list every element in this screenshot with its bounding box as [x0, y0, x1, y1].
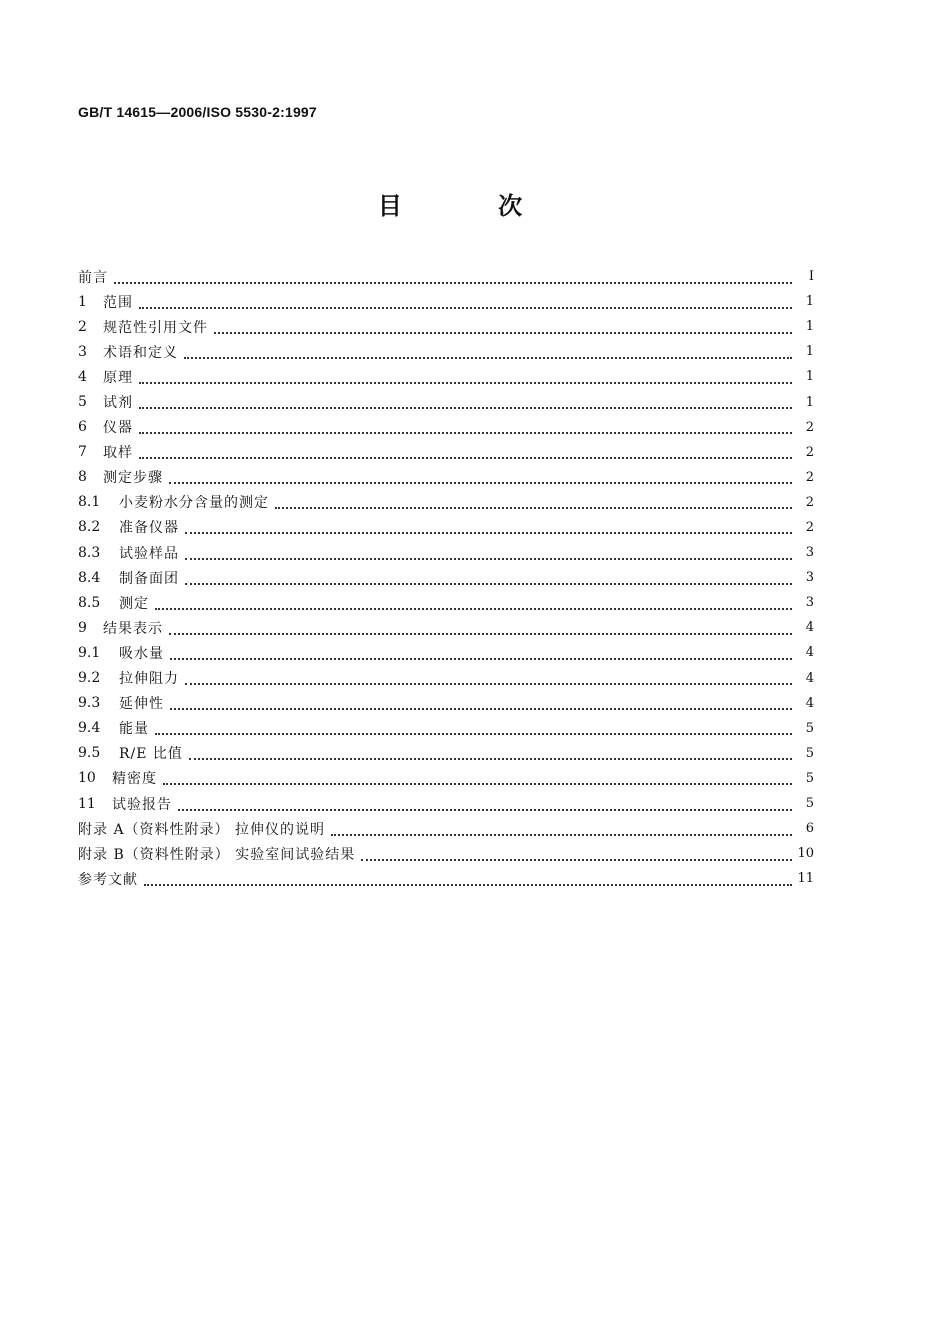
- toc-dot-leader: [185, 518, 792, 534]
- toc-entry-8-2[interactable]: [78, 515, 814, 540]
- toc-title: 目 次: [377, 191, 567, 220]
- toc-entry-1[interactable]: [78, 289, 814, 314]
- toc-entry-page: 3: [805, 595, 814, 611]
- toc-dot-leader: [139, 443, 792, 459]
- toc-dot-leader: [189, 744, 792, 760]
- toc-entry-page: 6: [805, 821, 814, 837]
- toc-entry-annex-a[interactable]: [78, 816, 814, 841]
- toc-entry-2[interactable]: [78, 314, 814, 339]
- toc-entry-number: 2: [78, 318, 87, 335]
- toc-entry-number: 9.1: [78, 644, 101, 661]
- toc-dot-leader: [155, 719, 792, 735]
- toc-entry-11[interactable]: [78, 791, 814, 816]
- toc-entry-number: 8.2: [78, 519, 101, 536]
- toc-entry-number: 9.2: [78, 670, 101, 687]
- toc-entry-5[interactable]: [78, 389, 814, 414]
- toc-entry-label: 规范性引用文件: [103, 319, 208, 336]
- toc-entry-page: 4: [805, 670, 814, 686]
- toc-entry-label: 拉伸阻力: [119, 671, 179, 688]
- toc-dot-leader: [331, 820, 792, 836]
- toc-dot-leader: [169, 468, 792, 484]
- toc-dot-leader: [178, 795, 792, 811]
- toc-dot-leader: [361, 845, 792, 861]
- toc-entry-label: 试验样品: [119, 545, 179, 562]
- toc-entry-8-1[interactable]: [78, 490, 814, 515]
- toc-entry-label: 附录 A（资料性附录） 拉伸仪的说明: [78, 821, 326, 838]
- toc-dot-leader: [163, 769, 792, 785]
- toc-dot-leader: [185, 544, 792, 560]
- toc-entry-number: 8.1: [78, 494, 101, 511]
- toc-entry-label: 原理: [103, 369, 133, 386]
- toc-entry-label: 制备面团: [119, 570, 179, 587]
- toc-entry-label: 能量: [119, 721, 149, 738]
- toc-entry-page: 3: [805, 545, 814, 561]
- toc-entry-number: 7: [78, 444, 87, 461]
- toc-dot-leader: [169, 619, 792, 635]
- toc-entry-page: 1: [805, 294, 814, 310]
- toc-entry-number: 1: [78, 293, 87, 310]
- toc-entry-page: 2: [805, 469, 814, 485]
- toc-entry-label: 准备仪器: [119, 520, 179, 537]
- toc-entry-9-1[interactable]: [78, 640, 814, 665]
- toc-dot-leader: [139, 418, 792, 434]
- toc-entry-4[interactable]: [78, 364, 814, 389]
- toc-entry-page: 5: [805, 745, 814, 761]
- toc-entry-page: 2: [805, 494, 814, 510]
- toc-entry-number: 8.4: [78, 569, 101, 586]
- toc-entry-bibliography[interactable]: [78, 866, 814, 891]
- toc-entry-8-5[interactable]: [78, 590, 814, 615]
- toc-entry-page: 5: [805, 770, 814, 786]
- toc-entry-10[interactable]: [78, 766, 814, 791]
- toc-entry-label: 参考文献: [78, 871, 138, 888]
- toc-dot-leader: [139, 393, 792, 409]
- toc-entry-8-3[interactable]: [78, 540, 814, 565]
- toc-entry-number: 9.3: [78, 695, 101, 712]
- toc-entry-9-2[interactable]: [78, 666, 814, 691]
- toc-entry-page: 10: [797, 846, 814, 862]
- toc-entry-label: 范围: [103, 294, 133, 311]
- toc-entry-6[interactable]: [78, 415, 814, 440]
- toc-entry-9-4[interactable]: [78, 716, 814, 741]
- toc-entry-label: 术语和定义: [103, 344, 178, 361]
- toc-entry-page: 1: [805, 369, 814, 385]
- toc-entry-label: 取样: [103, 445, 133, 462]
- toc-entry-label: 试剂: [103, 395, 133, 412]
- toc-entry-label: 试验报告: [112, 796, 172, 813]
- toc-dot-leader: [170, 694, 792, 710]
- toc-entry-page: 2: [805, 419, 814, 435]
- toc-dot-leader: [184, 343, 792, 359]
- toc-entry-number: 8: [78, 469, 87, 486]
- toc-entry-label: 小麦粉水分含量的测定: [119, 495, 269, 512]
- toc-entry-number: 8.3: [78, 544, 101, 561]
- toc-entry-foreword[interactable]: [78, 264, 814, 289]
- toc-entry-8-4[interactable]: [78, 565, 814, 590]
- toc-dot-leader: [170, 644, 792, 660]
- toc-dot-leader: [185, 569, 792, 585]
- toc-entry-label: 测定: [119, 595, 149, 612]
- toc-entry-page: 4: [805, 645, 814, 661]
- toc-entry-page: 4: [805, 695, 814, 711]
- toc-entry-page: 1: [805, 344, 814, 360]
- toc-entry-page: 2: [805, 444, 814, 460]
- toc-entry-label: 附录 B（资料性附录） 实验室间试验结果: [78, 846, 356, 863]
- toc-entry-number: 5: [78, 394, 87, 411]
- toc-entry-page: 5: [805, 720, 814, 736]
- toc-entry-page: 2: [805, 519, 814, 535]
- toc-dot-leader: [144, 870, 792, 886]
- toc-dot-leader: [214, 318, 792, 334]
- toc-entry-label: 延伸性: [119, 696, 164, 713]
- toc-entry-page: 4: [805, 620, 814, 636]
- toc-dot-leader: [155, 594, 792, 610]
- toc-entry-page: 1: [805, 319, 814, 335]
- toc-dot-leader: [114, 268, 792, 284]
- toc-entry-page: 3: [805, 570, 814, 586]
- toc-entry-page: I: [808, 269, 814, 285]
- toc-entry-label: 吸水量: [119, 645, 164, 662]
- toc-dot-leader: [275, 493, 792, 509]
- toc-entry-label: 测定步骤: [103, 470, 163, 487]
- standard-code: GB/T 14615—2006/ISO 5530-2:1997: [78, 104, 317, 120]
- toc-entry-annex-b[interactable]: [78, 841, 814, 866]
- toc-entry-number: 9: [78, 619, 87, 636]
- toc-entry-page: 1: [805, 394, 814, 410]
- toc-entry-9-5[interactable]: [78, 741, 814, 766]
- toc-entry-number: 11: [78, 795, 96, 812]
- toc-entry-3[interactable]: [78, 339, 814, 364]
- toc-entry-number: 4: [78, 368, 87, 385]
- toc-entry-page: 5: [805, 796, 814, 812]
- toc-dot-leader: [185, 669, 792, 685]
- toc-dot-leader: [139, 293, 792, 309]
- toc-entry-label: 仪器: [103, 420, 133, 437]
- toc-list: [78, 264, 814, 891]
- toc-entry-label: 精密度: [112, 771, 157, 788]
- toc-entry-number: 10: [78, 770, 96, 787]
- toc-entry-number: 8.5: [78, 594, 101, 611]
- toc-entry-8[interactable]: [78, 465, 814, 490]
- toc-entry-label: 结果表示: [103, 620, 163, 637]
- toc-entry-label: 前言: [78, 269, 108, 286]
- toc-entry-9[interactable]: [78, 615, 814, 640]
- toc-entry-7[interactable]: [78, 440, 814, 465]
- toc-dot-leader: [139, 368, 792, 384]
- toc-entry-number: 6: [78, 419, 87, 436]
- toc-entry-number: 9.5: [78, 745, 101, 762]
- toc-entry-page: 11: [797, 871, 814, 887]
- toc-entry-9-3[interactable]: [78, 691, 814, 716]
- toc-entry-label: R/E 比值: [119, 746, 183, 763]
- toc-entry-number: 3: [78, 343, 87, 360]
- toc-entry-number: 9.4: [78, 720, 101, 737]
